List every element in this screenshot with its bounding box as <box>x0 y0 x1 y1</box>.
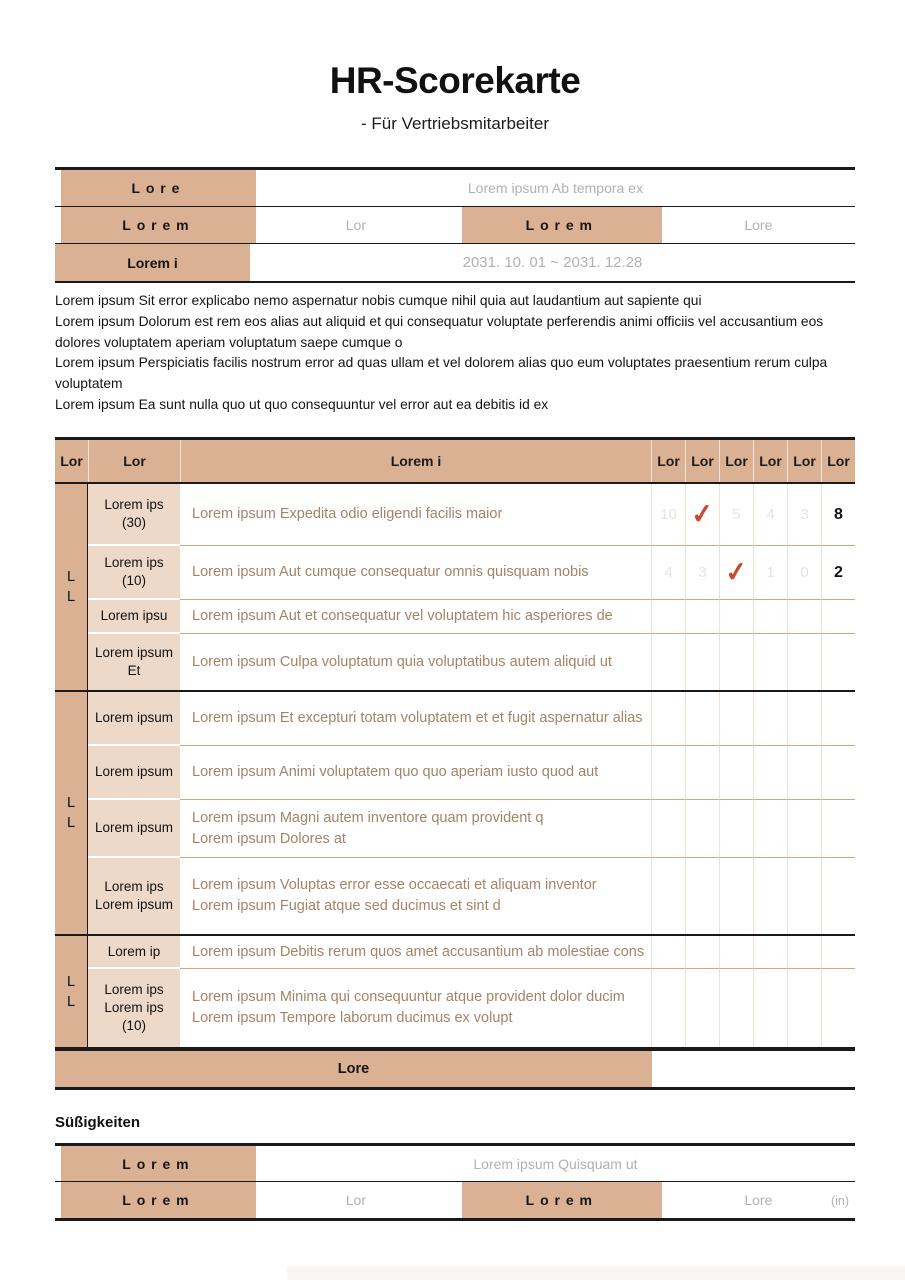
sweets-value-cell: Lor <box>345 1192 366 1208</box>
score-cell <box>787 858 821 934</box>
sweets-label-cell: Lorem <box>462 1182 662 1218</box>
score-cell: 3 <box>685 546 719 600</box>
score-cell <box>651 936 685 969</box>
score-cell <box>787 692 821 746</box>
total-cell <box>821 800 855 858</box>
header-cell: Lor <box>88 440 180 482</box>
header-cell: Lor <box>719 440 753 482</box>
score-cell <box>753 634 787 690</box>
score-cell <box>719 800 753 858</box>
footer-label-cell: Lore <box>55 1051 652 1087</box>
checkmark-icon: ✓ <box>723 555 750 589</box>
score-cell <box>651 858 685 934</box>
score-cell <box>719 692 753 746</box>
sweets-heading: Süßigkeiten <box>55 1114 141 1131</box>
score-cell <box>753 800 787 858</box>
score-cell: 1 <box>753 546 787 600</box>
row-label-cell: Lorem ips Lorem ips (10) <box>88 969 180 1047</box>
page-subtitle: - Für Vertriebsmitarbeiter <box>361 114 549 133</box>
score-cell <box>685 936 719 969</box>
score-cell <box>685 858 719 934</box>
score-cell <box>719 969 753 1047</box>
footer-row <box>55 1049 855 1087</box>
group-label-cell: L L <box>55 936 88 1047</box>
row-content-cell: Lorem ipsum Et excepturi totam voluptatem et et fugit aspernatur alias <box>180 692 651 746</box>
score-cell <box>753 936 787 969</box>
sweets-value-cell: Lore (in) <box>744 1192 849 1208</box>
row-content-cell: Lorem ipsum Voluptas error esse occaecati et aliquam inventor Lorem ipsum Fugiat atque sed ducimus et sint d <box>180 858 651 934</box>
row-label-cell: Lorem ips (10) <box>88 546 180 600</box>
page-edge <box>287 1266 905 1280</box>
table-row <box>88 600 855 634</box>
score-cell <box>787 746 821 800</box>
total-cell <box>821 692 855 746</box>
header-cell: Lor <box>821 440 855 482</box>
score-cell <box>651 969 685 1047</box>
score-cell <box>719 746 753 800</box>
header-cell: Lorem i <box>180 440 651 482</box>
score-cell: 10 <box>651 484 685 546</box>
score-cell <box>753 746 787 800</box>
total-cell <box>821 634 855 690</box>
info-value-cell: Lorem ipsum Ab tempora ex <box>467 180 643 196</box>
notes <box>55 291 855 416</box>
info-date-cell: 2031. 10. 01 ~ 2031. 12.28 <box>462 254 643 271</box>
info-value-cell: Lor <box>345 217 366 233</box>
score-cell <box>685 746 719 800</box>
row-content-cell: Lorem ipsum Debitis rerum quos amet accusantium ab molestiae cons <box>180 936 651 969</box>
total-cell <box>821 858 855 934</box>
header-cell: Lor <box>753 440 787 482</box>
score-header-row <box>55 440 855 484</box>
sweets-row <box>55 1182 855 1218</box>
score-cell <box>787 634 821 690</box>
total-cell <box>821 936 855 969</box>
sweets-label-cell: Lorem <box>61 1182 256 1218</box>
group-label-cell: L L <box>55 484 88 690</box>
sweets-label-cell: Lorem <box>61 1146 256 1181</box>
table-row <box>88 936 855 969</box>
row-label-cell: Lorem ipsu <box>88 600 180 634</box>
score-cell <box>787 936 821 969</box>
note-line: Lorem ipsum Sit error explicabo nemo aspernatur nobis cumque nihil quia aut laudantium aut sapiente qui <box>55 293 702 308</box>
score-cell <box>719 858 753 934</box>
score-cell <box>787 800 821 858</box>
row-label-cell: Lorem ipsum <box>88 746 180 800</box>
row-content-cell: Lorem ipsum Magni autem inventore quam provident q Lorem ipsum Dolores at <box>180 800 651 858</box>
score-cell <box>787 969 821 1047</box>
table-row <box>88 546 855 600</box>
row-label-cell: Lorem ips Lorem ipsum <box>88 858 180 934</box>
score-cell <box>719 634 753 690</box>
info-row <box>55 207 855 244</box>
score-cell <box>719 546 753 600</box>
group-section <box>55 936 855 1049</box>
note-line: Lorem ipsum Dolorum est rem eos alias aut aliquid et qui consequatur voluptate perferendis animi officiis vel accusantium eos dolores voluptatem aperiam voluptatum saepe cumque o <box>55 313 824 350</box>
info-row <box>55 244 855 281</box>
score-cell <box>685 600 719 634</box>
total-cell <box>821 600 855 634</box>
group-section <box>55 484 855 692</box>
row-label-cell: Lorem ips (30) <box>88 484 180 546</box>
note-line: Lorem ipsum Ea sunt nulla quo ut quo consequuntur vel error aut ea debitis id ex <box>55 396 549 412</box>
row-content-cell: Lorem ipsum Culpa voluptatum quia voluptatibus autem aliquid ut <box>180 634 651 690</box>
total-cell: 8 <box>821 484 855 546</box>
score-cell <box>719 936 753 969</box>
score-cell <box>685 692 719 746</box>
table-row <box>88 634 855 690</box>
score-cell: 3 <box>787 484 821 546</box>
info-value-cell: Lore <box>744 217 773 233</box>
table-row <box>88 858 855 934</box>
page-title: HR-Scorekarte <box>329 60 581 101</box>
footnote: (in) <box>830 1194 849 1208</box>
score-cell: 4 <box>753 484 787 546</box>
row-label-cell: Lorem ipsum <box>88 692 180 746</box>
total-cell <box>821 969 855 1047</box>
footer-empty-cell <box>652 1051 855 1087</box>
total-cell: 2 <box>821 546 855 600</box>
group-section <box>55 692 855 936</box>
row-content-cell: Lorem ipsum Animi voluptatem quo quo aperiam iusto quod aut <box>180 746 651 800</box>
score-cell <box>685 634 719 690</box>
note-line: Lorem ipsum Perspiciatis facilis nostrum error ad quas ullam et vel dolorem alias quo eum voluptates praesentium rerum culpa voluptatem <box>55 355 828 392</box>
info-row <box>55 170 855 207</box>
info-label-cell: Lorem <box>462 207 662 243</box>
score-cell: 4 <box>651 546 685 600</box>
row-label-cell: Lorem ipsum Et <box>88 634 180 690</box>
score-cell <box>651 600 685 634</box>
score-cell <box>719 600 753 634</box>
table-row <box>88 746 855 800</box>
sweets-value-cell: Lorem ipsum Quisquam ut <box>473 1155 638 1172</box>
score-cell <box>753 969 787 1047</box>
score-cell <box>685 484 719 546</box>
header-cell: Lor <box>651 440 685 482</box>
total-cell <box>821 746 855 800</box>
score-cell <box>685 969 719 1047</box>
score-cell: 5 <box>719 484 753 546</box>
score-cell <box>787 600 821 634</box>
table-row <box>88 800 855 858</box>
info-label-cell: Lore <box>61 170 256 206</box>
score-cell <box>753 692 787 746</box>
table-row <box>88 484 855 546</box>
score-cell <box>651 746 685 800</box>
row-content-cell: Lorem ipsum Aut cumque consequatur omnis quisquam nobis <box>180 546 651 600</box>
info-table <box>55 167 855 283</box>
score-cell: 0 <box>787 546 821 600</box>
score-cell <box>685 800 719 858</box>
score-cell <box>651 634 685 690</box>
sweets-table <box>55 1143 855 1221</box>
sweets-row <box>55 1146 855 1182</box>
row-content-cell: Lorem ipsum Minima qui consequuntur atque provident dolor ducim Lorem ipsum Tempore laborum ducimus ex volupt <box>180 969 651 1047</box>
table-row <box>88 969 855 1047</box>
header-cell: Lor <box>60 453 83 469</box>
header-cell: Lor <box>787 440 821 482</box>
score-cell <box>651 692 685 746</box>
checkmark-icon: ✓ <box>689 497 716 531</box>
score-cell <box>651 800 685 858</box>
score-cell <box>753 858 787 934</box>
row-content-cell: Lorem ipsum Expedita odio eligendi facilis maior <box>180 484 651 546</box>
row-content-cell: Lorem ipsum Aut et consequatur vel voluptatem hic asperiores de <box>180 600 651 634</box>
group-label-cell: L L <box>55 692 88 934</box>
table-row <box>88 692 855 746</box>
row-label-cell: Lorem ip <box>88 936 180 969</box>
score-table <box>55 437 855 1090</box>
info-label-cell: Lorem <box>61 207 256 243</box>
header-cell: Lor <box>685 440 719 482</box>
score-cell <box>753 600 787 634</box>
row-label-cell: Lorem ipsum <box>88 800 180 858</box>
info-label-cell: Lorem i <box>55 244 250 281</box>
title-block <box>55 60 855 134</box>
